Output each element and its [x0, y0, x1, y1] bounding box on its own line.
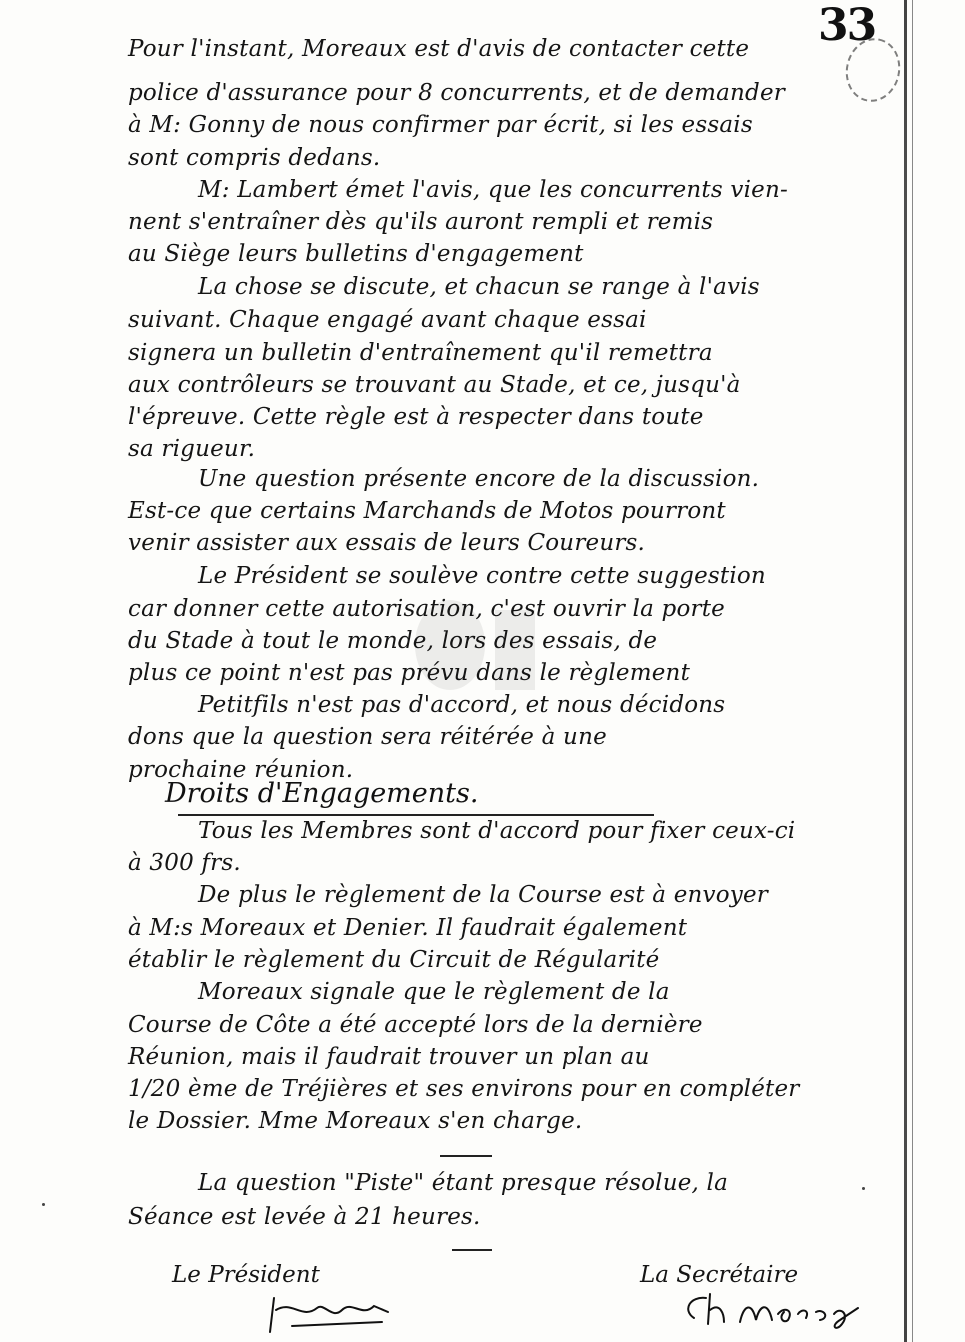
text-line: l'épreuve. Cette règle est à respecter dans toute — [128, 404, 704, 430]
text-line: au Siège leurs bulletins d'engagement — [128, 241, 584, 267]
secretary-label: La Secrétaire — [640, 1262, 799, 1288]
text-line: car donner cette autorisation, c'est ouvrir la porte — [128, 596, 725, 622]
text-line: De plus le règlement de la Course est à envoyer — [198, 882, 768, 908]
text-line: suivant. Chaque engagé avant chaque essai — [128, 307, 647, 333]
text-line: 1/20 ème de Tréjières et ses environs pour en compléter — [128, 1076, 800, 1102]
separator-line — [440, 1155, 492, 1157]
president-label: Le Président — [172, 1262, 320, 1288]
text-line: sa rigueur. — [128, 436, 256, 462]
text-line: sont compris dedans. — [128, 145, 381, 171]
text-line: La question "Piste" étant presque résolue, la — [198, 1170, 729, 1196]
text-line: Est-ce que certains Marchands de Motos pourront — [128, 498, 726, 524]
text-line: Réunion, mais il faudrait trouver un plan au — [128, 1044, 650, 1070]
text-line: M: Lambert émet l'avis, que les concurrents vien- — [198, 177, 788, 203]
ink-speck — [862, 1187, 865, 1190]
text-line: nent s'entraîner dès qu'ils auront rempli et remis — [128, 209, 714, 235]
text-line: à M: Gonny de nous confirmer par écrit, si les essais — [128, 112, 753, 138]
text-line: Petitfils n'est pas d'accord, et nous décidons — [198, 692, 726, 718]
text-line: dons que la question sera réitérée à une — [128, 724, 607, 750]
text-line: Tous les Membres sont d'accord pour fixer ceux-ci — [198, 818, 796, 844]
text-line: police d'assurance pour 8 concurrents, et de demander — [128, 80, 785, 106]
text-line: venir assister aux essais de leurs Coureurs. — [128, 530, 646, 556]
text-line: Moreaux signale que le règlement de la — [198, 979, 670, 1005]
secretary-signature — [680, 1284, 870, 1334]
text-line: du Stade à tout le monde, lors des essais, de — [128, 628, 658, 654]
text-line: à 300 frs. — [128, 850, 241, 876]
text-line: Course de Côte a été accepté lors de la dernière — [128, 1012, 703, 1038]
ink-speck — [42, 1203, 45, 1206]
text-line: Une question présente encore de la discussion. — [198, 466, 760, 492]
text-line: à M:s Moreaux et Denier. Il faudrait également — [128, 915, 688, 941]
text-line: Séance est levée à 21 heures. — [128, 1204, 481, 1230]
text-line: établir le règlement du Circuit de Régularité — [128, 947, 660, 973]
section-heading: Droits d'Engagements. — [165, 778, 479, 809]
text-line: Pour l'instant, Moreaux est d'avis de contacter cette — [128, 36, 750, 62]
text-line: plus ce point n'est pas prévu dans le règlement — [128, 660, 691, 686]
text-line: La chose se discute, et chacun se range à l'avis — [198, 274, 760, 300]
text-line: signera un bulletin d'entraînement qu'il remettra — [128, 340, 713, 366]
heading-underline — [178, 814, 654, 816]
text-line: Le Président se soulève contre cette suggestion — [198, 563, 766, 589]
text-line: aux contrôleurs se trouvant au Stade, et ce, jusqu'à — [128, 372, 741, 398]
separator-line — [452, 1249, 492, 1251]
text-line: prochaine réunion. — [128, 757, 354, 783]
president-signature — [262, 1290, 402, 1338]
page-number: 33 — [818, 0, 876, 51]
text-line: le Dossier. Mme Moreaux s'en charge. — [128, 1108, 583, 1134]
